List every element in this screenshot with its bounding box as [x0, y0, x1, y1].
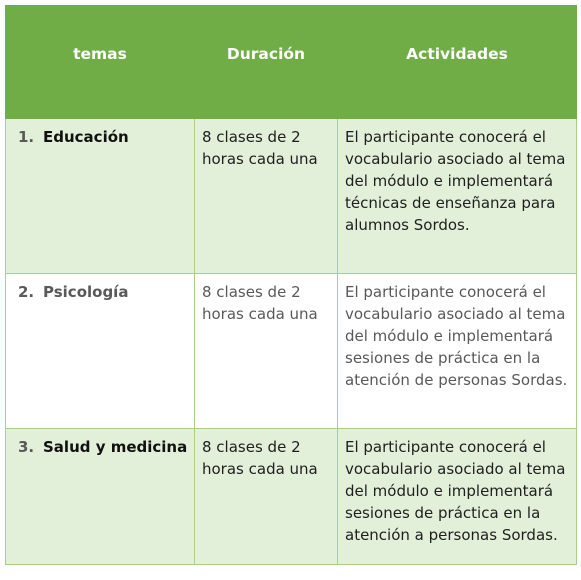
activities-cell: El participante conocerá el vocabulario asociado al tema del módulo e implementará sesiones de práctica en la atención de personas Sordas.	[338, 274, 577, 429]
table-row	[6, 429, 577, 565]
activities-cell: El participante conocerá el vocabulario asociado al tema del módulo e implementará técnicas de enseñanza para alumnos Sordos.	[338, 119, 577, 274]
topic-name: Psicología	[43, 283, 129, 301]
header-actividades: Actividades	[338, 6, 577, 119]
duration-cell: 8 clases de 2 horas cada una	[195, 274, 338, 429]
topic-number: 2.	[18, 283, 35, 301]
table-row	[6, 119, 577, 274]
header-temas: temas	[6, 6, 195, 119]
topic-name: Salud y medicina	[43, 438, 188, 456]
topic-cell	[6, 429, 195, 565]
topic-name: Educación	[43, 128, 129, 146]
duration-cell: 8 clases de 2 horas cada una	[195, 429, 338, 565]
activities-cell: El participante conocerá el vocabulario asociado al tema del módulo e implementará sesiones de práctica en la atención a personas Sordas.	[338, 429, 577, 565]
topic-cell	[6, 274, 195, 429]
topic-cell	[6, 119, 195, 274]
course-table-container	[5, 5, 576, 565]
header-duracion: Duración	[195, 6, 338, 119]
header-row	[6, 6, 577, 119]
topic-number: 1.	[18, 128, 35, 146]
duration-cell: 8 clases de 2 horas cada una	[195, 119, 338, 274]
topic-number: 3.	[18, 438, 35, 456]
table-row	[6, 274, 577, 429]
course-table	[5, 5, 577, 565]
